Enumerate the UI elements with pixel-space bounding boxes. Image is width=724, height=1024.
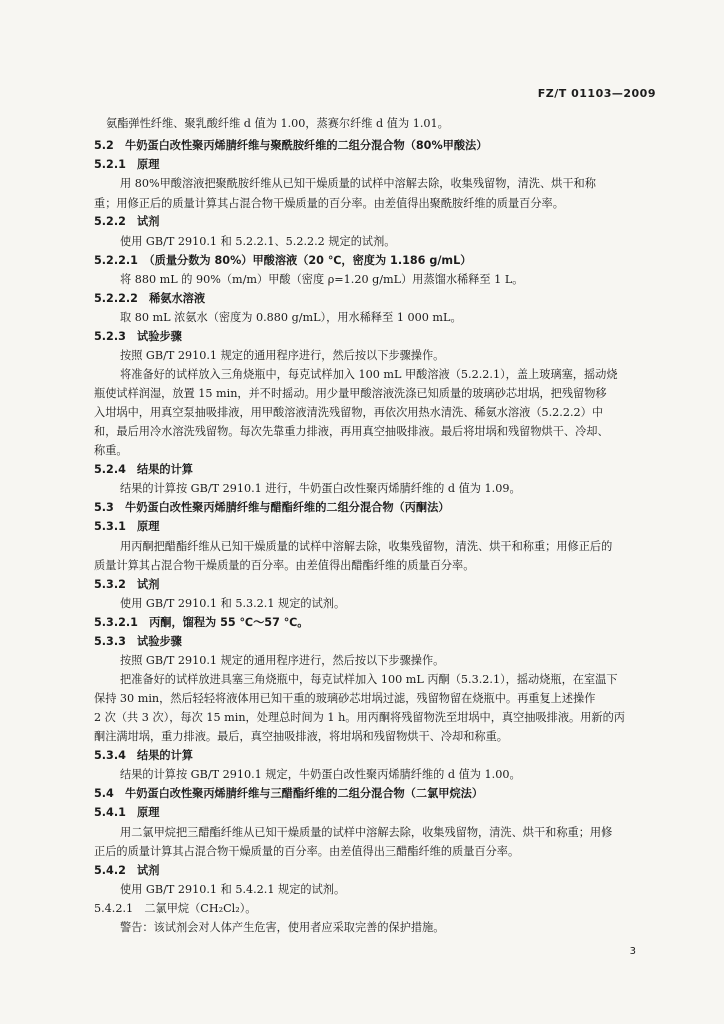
section-heading: 5.3.3 试验步骤 [94,635,182,648]
section-heading: 5.2 牛奶蛋白改性聚丙烯腈纤维与聚酰胺纤维的二组分混合物（80%甲酸法） [94,139,488,152]
text-line: 保持 30 min，然后轻轻将液体用已知干重的玻璃砂芯坩埚过滤，残留物留在烧瓶中。再重复上述操作 [94,692,596,705]
text-line: 2 次（共 3 次），每次 15 min，处理总时间为 1 h。用丙酮将残留物洗至坩埚中，真空抽吸排液。用新的丙 [94,711,625,724]
section-heading: 5.4.1 原理 [94,806,160,819]
text-line: 取 80 mL 浓氨水（密度为 0.880 g/mL），用水稀释至 1 000 mL。 [120,311,462,324]
section-heading: 5.2.3 试验步骤 [94,330,182,343]
section-heading: 5.2.1 原理 [94,158,160,171]
text-line: 按照 GB/T 2910.1 规定的通用程序进行，然后按以下步骤操作。 [120,349,445,362]
section-heading: 5.4.2 试剂 [94,864,160,877]
text-line: 正后的质量计算其占混合物干燥质量的百分率。由差值得出三醋酯纤维的质量百分率。 [94,845,520,858]
text-line: 用丙酮把醋酯纤维从已知干燥质量的试样中溶解去除，收集残留物，清洗、烘干和称重；用修正后的 [120,540,613,553]
text-line: 称重。 [94,444,128,457]
section-heading: 5.3.2 试剂 [94,578,160,591]
text-line: 用二氯甲烷把三醋酯纤维从已知干燥质量的试样中溶解去除，收集残留物，清洗、烘干和称重；用修 [120,826,613,839]
standard-code-header: FZ/T 01103—2009 [537,87,656,100]
section-heading: 5.2.4 结果的计算 [94,463,193,476]
text-line: 入坩埚中，用真空泵抽吸排液，用甲酸溶液清洗残留物，再依次用热水清洗、稀氨水溶液（5.2.2.2）中 [94,406,604,419]
text-line: 结果的计算按 GB/T 2910.1 规定，牛奶蛋白改性聚丙烯腈纤维的 d 值为 1.00。 [120,768,521,781]
text-line: 使用 GB/T 2910.1 和 5.2.2.1、5.2.2.2 规定的试剂。 [120,235,396,248]
section-heading: 5.3.2.1 丙酮，馏程为 55 ℃～57 ℃。 [94,616,309,629]
text-line: 和，最后用冷水溶洗残留物。每次先靠重力排液，再用真空抽吸排液。最后将坩埚和残留物烘干、冷却、 [94,425,609,438]
section-heading: 5.3.1 原理 [94,520,160,533]
section-heading: 5.2.2.1 （质量分数为 80%）甲酸溶液（20 ℃，密度为 1.186 g/mL） [94,254,472,267]
text-line: 5.4.2.1 二氯甲烷（CH₂Cl₂）。 [94,902,257,915]
text-line: 将准备好的试样放入三角烧瓶中，每克试样加入 100 mL 甲酸溶液（5.2.2.1），盖上玻璃塞，摇动烧 [120,368,618,381]
text-line: 质量计算其占混合物干燥质量的百分率。由差值得出醋酯纤维的质量百分率。 [94,559,475,572]
text-line: 按照 GB/T 2910.1 规定的通用程序进行，然后按以下步骤操作。 [120,654,445,667]
text-line: 瓶使试样润湿，放置 15 min，并不时摇动。用少量甲酸溶液洗涤已知质量的玻璃砂芯坩埚，把残留物移 [94,387,607,400]
text-line: 把准备好的试样放进具塞三角烧瓶中，每克试样加入 100 mL 丙酮（5.3.2.1），摇动烧瓶，在室温下 [120,673,618,686]
section-heading: 5.2.2 试剂 [94,215,160,228]
section-heading: 5.2.2.2 稀氨水溶液 [94,292,206,305]
text-line: 氨酯弹性纤维、聚乳酸纤维 d 值为 1.00，蒸赛尔纤维 d 值为 1.01。 [106,117,449,130]
text-line: 将 880 mL 的 90%（m/m）甲酸（密度 ρ=1.20 g/mL）用蒸馏水稀释至 1 L。 [120,273,524,286]
page-number: 3 [629,946,636,957]
text-line: 用 80%甲酸溶液把聚酰胺纤维从已知干燥质量的试样中溶解去除，收集残留物，清洗、烘干和称 [120,177,596,190]
text-line: 使用 GB/T 2910.1 和 5.4.2.1 规定的试剂。 [120,883,346,896]
text-line: 酮注满坩埚，重力排液。最后，真空抽吸排液，将坩埚和残留物烘干、冷却和称重。 [94,730,508,743]
section-heading: 5.3 牛奶蛋白改性聚丙烯腈纤维与醋酯纤维的二组分混合物（丙酮法） [94,501,450,514]
text-line: 结果的计算按 GB/T 2910.1 进行，牛奶蛋白改性聚丙烯腈纤维的 d 值为 1.09。 [120,482,521,495]
text-line: 使用 GB/T 2910.1 和 5.3.2.1 规定的试剂。 [120,597,346,610]
section-heading: 5.3.4 结果的计算 [94,749,193,762]
warning-text: 警告：该试剂会对人体产生危害，使用者应采取完善的保护措施。 [120,921,445,934]
section-heading: 5.4 牛奶蛋白改性聚丙烯腈纤维与三醋酯纤维的二组分混合物（二氯甲烷法） [94,787,484,800]
text-line: 重；用修正后的质量计算其占混合物干燥质量的百分率。由差值得出聚酰胺纤维的质量百分率。 [94,197,564,210]
